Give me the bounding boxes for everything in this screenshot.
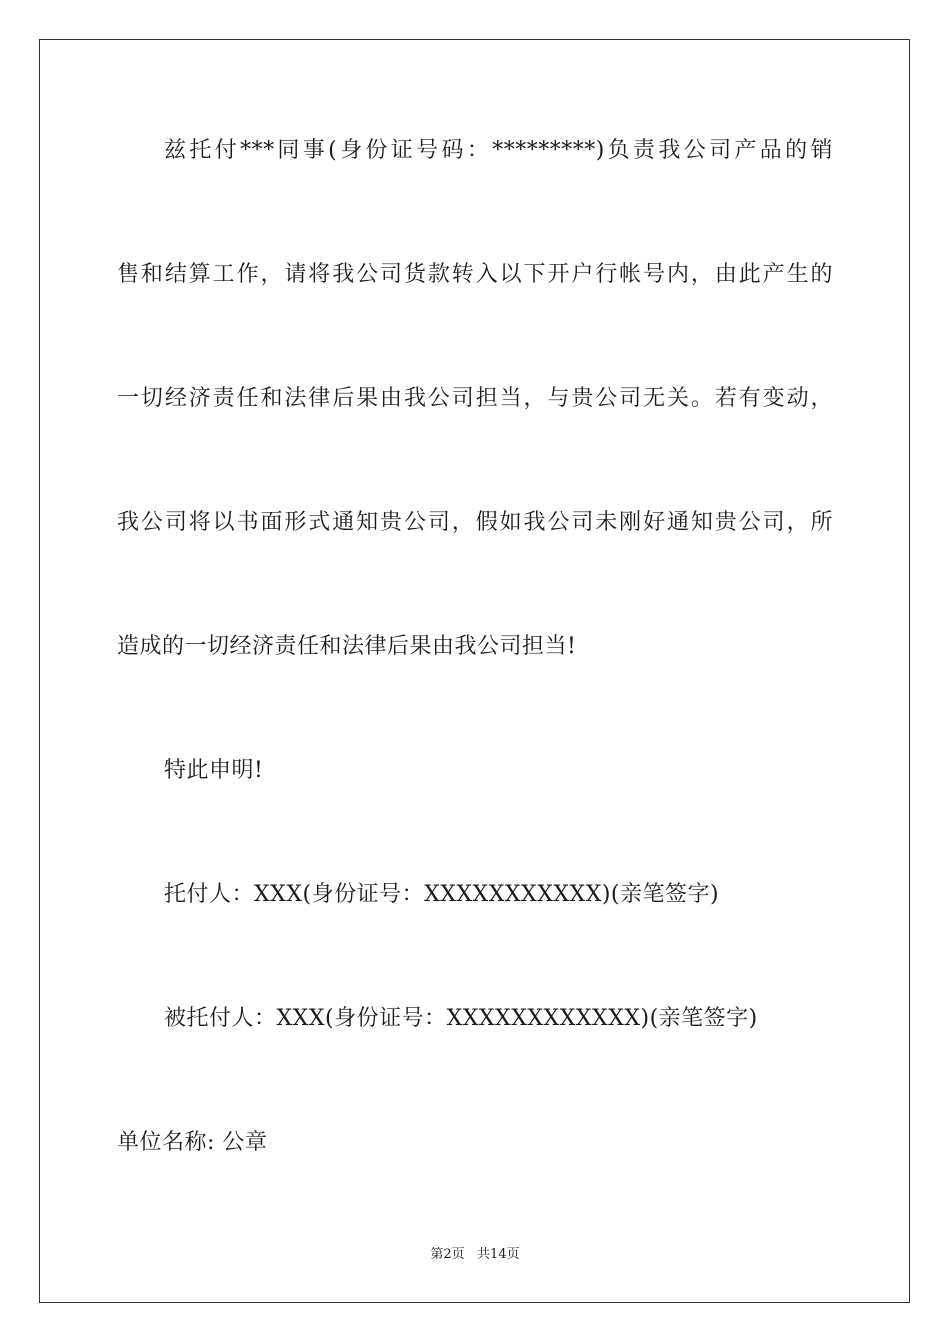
agent-signature-line: 被托付人：XXX(身份证号：XXXXXXXXXXXX)(亲笔签字): [164, 1006, 758, 1031]
body-paragraph-line-1: 兹托付***同事(身份证号码：*********)负责我公司产品的销: [164, 138, 833, 163]
body-paragraph-line-3: 一切经济责任和法律后果由我公司担当，与贵公司无关。若有变动，: [117, 386, 833, 411]
statement-text: 特此申明!: [164, 758, 264, 783]
unit-name-line: 单位名称: 公章: [117, 1130, 268, 1155]
principal-signature-line: 托付人：XXX(身份证号：XXXXXXXXXXX)(亲笔签字): [164, 882, 720, 907]
body-paragraph-line-2: 售和结算工作，请将我公司货款转入以下开户行帐号内，由此产生的: [117, 262, 833, 287]
body-paragraph-line-4: 我公司将以书面形式通知贵公司，假如我公司未刚好通知贵公司，所: [117, 510, 833, 535]
body-paragraph-line-5: 造成的一切经济责任和法律后果由我公司担当!: [117, 634, 577, 659]
page-border: [39, 39, 910, 1303]
page-number-footer: 第2页 共14页: [430, 1247, 520, 1262]
